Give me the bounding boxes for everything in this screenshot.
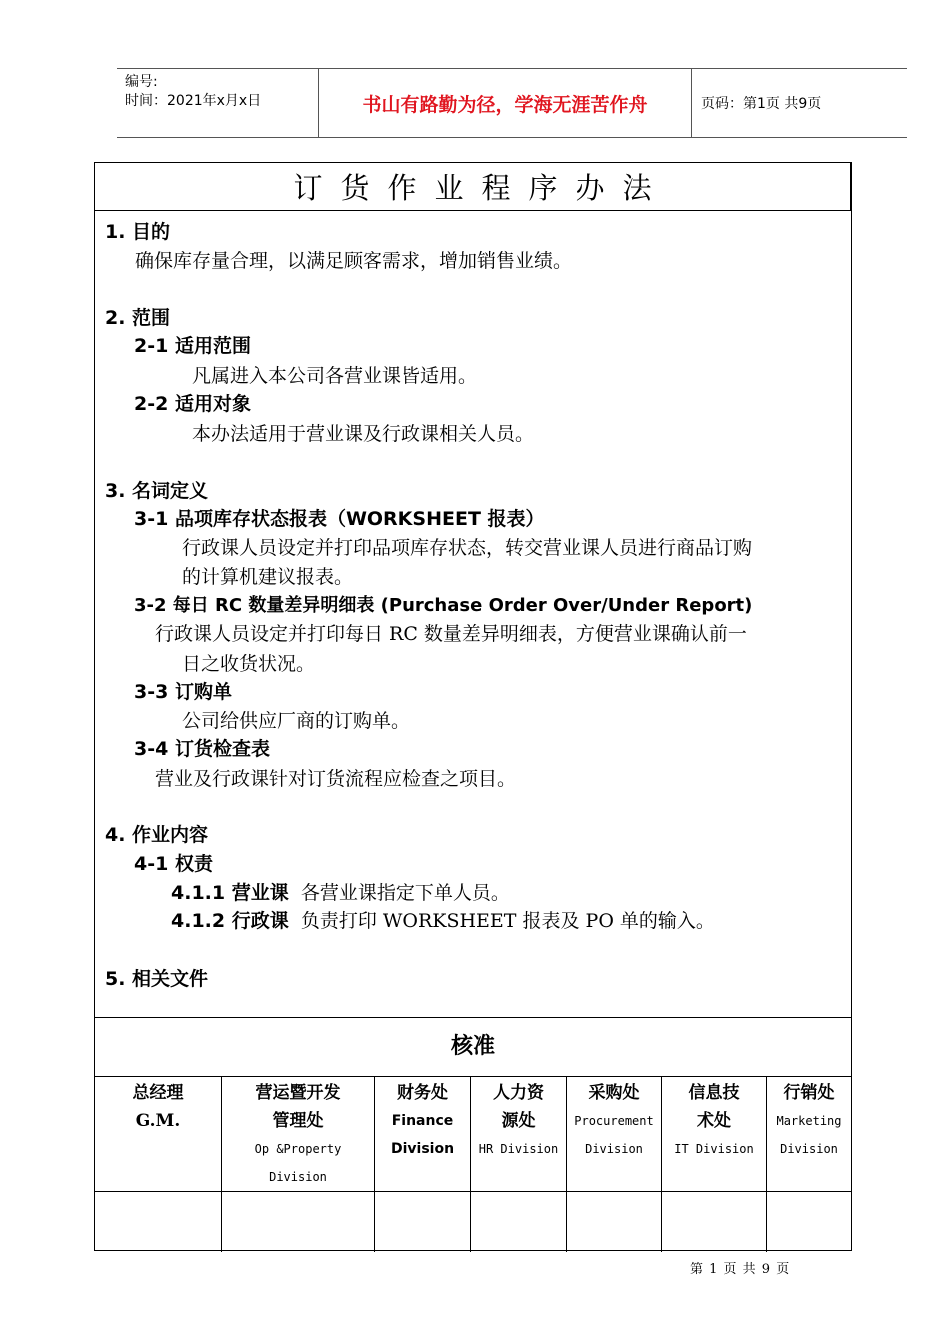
header-meta [125, 73, 261, 111]
approval-header-op [222, 1077, 374, 1191]
section-heading: 4. 作业内容 [105, 824, 209, 846]
page-footer: 第 1 页 共 9 页 [690, 1262, 791, 1277]
section-text: 行政课人员设定并打印品项库存状态，转交营业课人员进行商品订购 [182, 537, 753, 559]
item-row [171, 906, 715, 933]
section-text: 的计算机建议报表。 [182, 566, 354, 588]
header-motto: 书山有路勤为径，学海无涯苦作舟 [362, 93, 648, 116]
approval-header-marketing [767, 1077, 851, 1191]
dept-name: 营运暨开发 管理处 [255, 1083, 341, 1131]
header-divider [691, 69, 692, 137]
dept-name: 总经理 [132, 1083, 184, 1103]
dept-name-en: Finance Division [390, 1113, 455, 1157]
dept-name: 信息技 术处 [688, 1083, 740, 1131]
approval-header-gm [95, 1077, 221, 1191]
section-text: 行政课人员设定并打印每日 RC 数量差异明细表，方便营业课确认前一 [155, 623, 747, 645]
section-text: 本办法适用于营业课及行政课相关人员。 [192, 423, 535, 445]
dept-name: 人力资 源处 [493, 1083, 544, 1131]
dept-name-en: G.M. [135, 1111, 181, 1131]
section-heading: 2. 范围 [105, 307, 171, 329]
subsection-heading: 2-2 适用对象 [134, 393, 251, 415]
approval-header-finance [375, 1077, 470, 1191]
section-text: 凡属进入本公司各营业课皆适用。 [192, 365, 478, 387]
document-title: 订货作业程序办法 [95, 163, 851, 211]
section-heading: 3. 名词定义 [105, 480, 209, 502]
subsection-heading: 3-3 订购单 [134, 681, 232, 703]
subsection-heading: 4-1 权责 [134, 853, 213, 875]
item-label: 4.1.2 行政课 [171, 910, 289, 932]
approval-table [95, 1076, 851, 1252]
subsection-heading: 3-4 订货检查表 [134, 738, 270, 760]
section-text: 公司给供应厂商的订购单。 [182, 710, 411, 732]
approval-divider [95, 1017, 851, 1018]
section-heading: 1. 目的 [105, 221, 171, 243]
dept-name-en: HR Division [478, 1142, 559, 1156]
table-divider [95, 1191, 851, 1192]
section-text: 确保库存量合理，以满足顾客需求，增加销售业绩。 [135, 250, 573, 272]
dept-name-en: Procurement Division [574, 1114, 654, 1156]
section-heading: 5. 相关文件 [105, 968, 209, 990]
item-row [171, 878, 510, 905]
dept-name-en: Marketing Division [776, 1114, 842, 1156]
header-page-info: 页码：第1页 共9页 [701, 96, 822, 112]
subsection-heading: 3-1 品项库存状态报表（WORKSHEET 报表） [134, 508, 545, 530]
approval-header-hr [471, 1077, 566, 1191]
item-text: 负责打印 WORKSHEET 报表及 PO 单的输入。 [300, 910, 715, 932]
section-text: 日之收货状况。 [182, 653, 316, 675]
time-label: 时间：2021年x月x日 [125, 93, 262, 109]
section-text: 营业及行政课针对订货流程应检查之项目。 [155, 768, 517, 790]
item-label: 4.1.1 营业课 [171, 882, 289, 904]
approval-header-procurement [567, 1077, 661, 1191]
dept-name-en: IT Division [674, 1142, 754, 1156]
approval-title: 核准 [450, 1034, 495, 1059]
dept-name: 采购处 [588, 1083, 640, 1103]
dept-name-en: Op &Property Division [254, 1142, 342, 1184]
approval-header-it [662, 1077, 766, 1191]
dept-name: 财务处 [397, 1083, 448, 1103]
page-header [117, 68, 907, 138]
number-label: 编号: [125, 74, 158, 90]
document-box [94, 162, 852, 1251]
item-text: 各营业课指定下单人员。 [300, 882, 510, 904]
dept-name: 行销处 [783, 1083, 835, 1103]
subsection-heading: 2-1 适用范围 [134, 335, 251, 357]
subsection-heading: 3-2 每日 RC 数量差异明细表 (Purchase Order Over/Under Report) [134, 595, 753, 616]
